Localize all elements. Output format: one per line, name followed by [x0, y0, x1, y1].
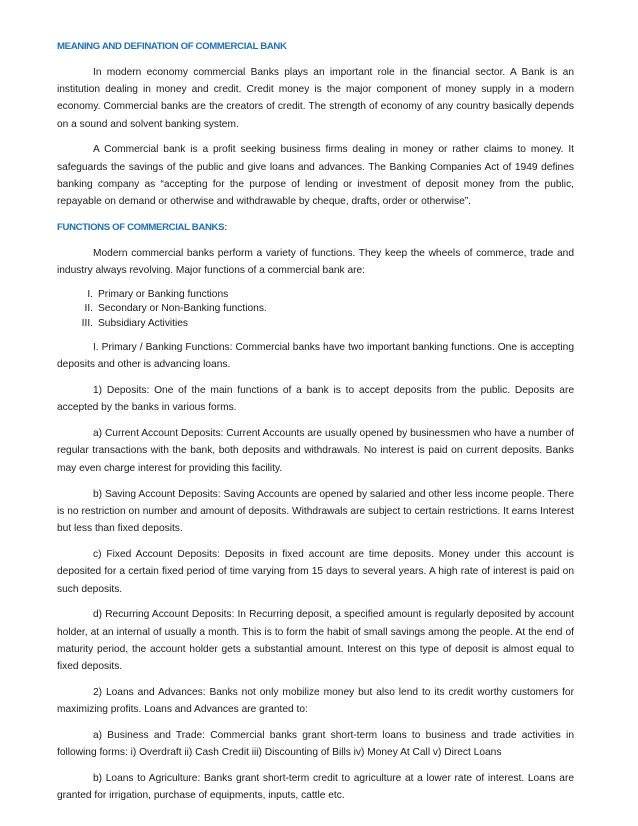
- list-item: III. Subsidiary Activities: [81, 317, 189, 329]
- heading-functions: FUNCTIONS OF COMMERCIAL BANKS:: [57, 222, 227, 234]
- paragraph-fixed-account: c) Fixed Account Deposits: Deposits in fixed account are time deposits. Money under this account is deposited for a certain fixed period of time varying from 15 days to several years. A high rate of interest is paid on such deposits.: [57, 548, 574, 595]
- paragraph-recurring-account: d) Recurring Account Deposits: In Recurring deposit, a specified amount is regularly deposited by account holder, at an internal of usually a month. This is to form the habit of small savings among the people. At the end of maturity period, the account holder gets a substantial amount. Interest on this type of deposit is almost equal to fixed deposits.: [57, 609, 574, 673]
- paragraph-intro: In modern economy commercial Banks plays an important role in the financial sector. A Bank is an institution dealing in money and credit. Credit money is the major component of money supply in a modern economy. Commercial banks are the creators of credit. The strength of economy of any country basically depends on a sound and solvent banking system.: [57, 66, 574, 130]
- list-item: II. Secondary or Non-Banking functions.: [84, 303, 267, 315]
- paragraph-current-account: a) Current Account Deposits: Current Accounts are usually opened by businessmen who have a number of regular transactions with the bank, both deposits and withdrawals. No interest is paid on current deposits. Banks may even charge interest for providing this facility.: [57, 428, 574, 474]
- paragraph-definition: A Commercial bank is a profit seeking business firms dealing in money or rather claims to money. It safeguards the savings of the public and give loans and advances. The Banking Companies Act of 1949 defines banking company as “accepting for the purpose of lending or investment of deposit money from the public, repayable on demand or otherwise and withdrawable by cheque, drafts, order or otherwise”.: [57, 144, 574, 208]
- document-page: [57, 38, 574, 813]
- paragraph-functions-intro: Modern commercial banks perform a variety of functions. They keep the wheels of commerce, trade and industry always revolving. Major functions of a commercial bank are:: [57, 247, 574, 277]
- paragraph-primary-functions: I. Primary / Banking Functions: Commercial banks have two important banking functions. One is accepting deposits and other is advancing loans.: [57, 341, 574, 371]
- heading-meaning: MEANING AND DEFINATION OF COMMERCIAL BANK: [57, 41, 287, 52]
- paragraph-deposits: 1) Deposits: One of the main functions of a bank is to accept deposits from the public. Deposits are accepted by the banks in various forms.: [57, 385, 574, 414]
- list-item: I. Primary or Banking functions: [87, 289, 229, 301]
- paragraph-business-trade: a) Business and Trade: Commercial banks grant short-term loans to business and trade activities in following forms: i) Overdraft ii) Cash Credit iii) Discounting of Bills iv) Money At Call v) Direct Loans: [57, 730, 574, 759]
- functions-list: [57, 288, 574, 331]
- paragraph-agriculture-loans: b) Loans to Agriculture: Banks grant short-term credit to agriculture at a lower rate of interest. Loans are granted for irrigation, purchase of equipments, inputs, cattle etc.: [57, 773, 574, 802]
- paragraph-saving-account: b) Saving Account Deposits: Saving Accounts are opened by salaried and other less income people. There is no restriction on number and amount of deposits. Withdrawals are subject to certain restrictions. It earns Interest but less than fixed deposits.: [57, 488, 574, 535]
- paragraph-loans-advances: 2) Loans and Advances: Banks not only mobilize money but also lend to its credit worthy customers for maximizing profits. Loans and Advances are granted to:: [57, 687, 574, 716]
